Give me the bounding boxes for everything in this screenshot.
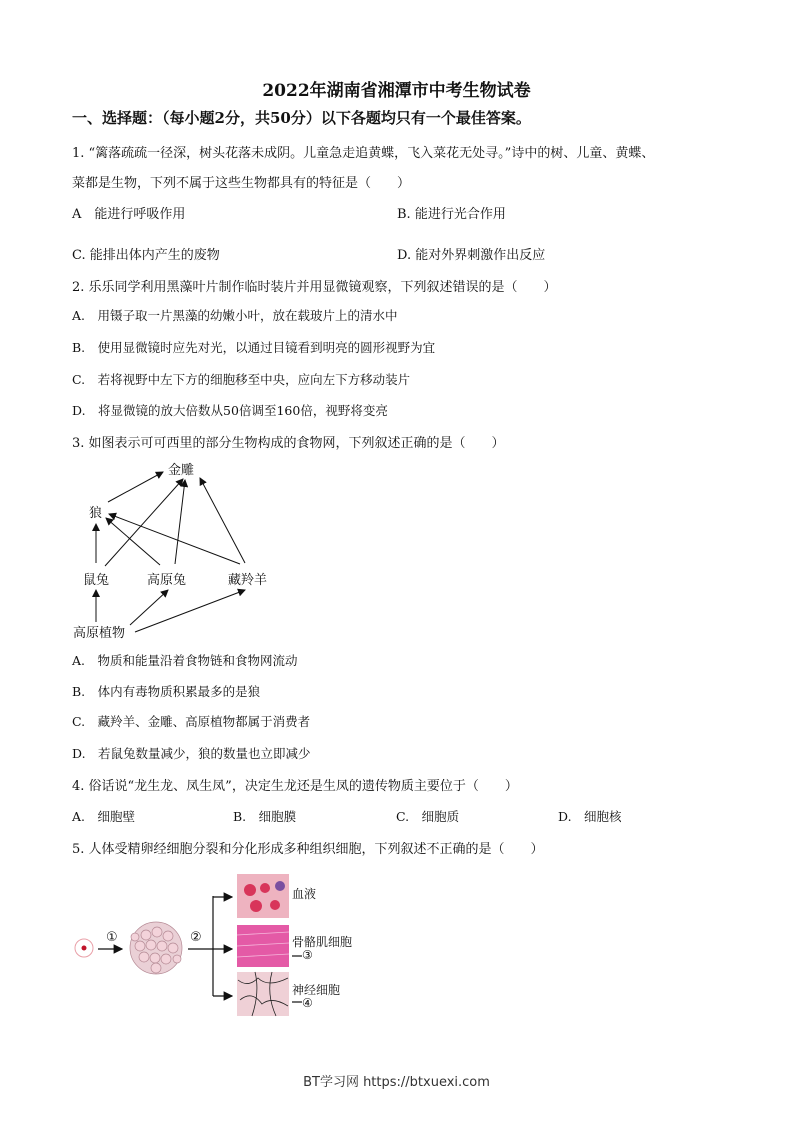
q4-stem: 4. 俗话说“龙生龙、凤生凤”，决定生龙还是生凤的遗传物质主要位于（ ） [72, 779, 518, 794]
q5-stem: 5. 人体受精卵经细胞分裂和分化形成多种组织细胞，下列叙述不正确的是（ ） [72, 842, 544, 857]
q3-option-b: B. 体内有毒物质积累最多的是狼 [72, 684, 261, 699]
step-2-marker: ② [190, 930, 202, 945]
marker-3: ③ [302, 948, 313, 962]
step-1-marker: ① [106, 930, 118, 945]
q3-stem: 3. 如图表示可可西里的部分生物构成的食物网，下列叙述正确的是（ ） [72, 436, 505, 451]
q4-option-c: C. 细胞质 [396, 809, 460, 824]
node-antelope: 藏羚羊 [228, 573, 268, 588]
label-muscle-cell: 骨骼肌细胞 [292, 935, 353, 949]
node-plant: 高原植物 [73, 626, 126, 641]
footer-watermark: BT学习网 https://btxuexi.com [303, 1075, 490, 1090]
q4-option-d: D. 细胞核 [558, 809, 622, 824]
q2-option-d: D. 将显微镜的放大倍数从50倍调至160倍，视野将变亮 [72, 403, 388, 418]
node-eagle: 金雕 [168, 463, 195, 478]
q2-option-b: B. 使用显微镜时应先对光，以通过目镜看到明亮的圆形视野为宜 [72, 340, 436, 355]
section-heading: 一、选择题：（每小题2分，共50分）以下各题均只有一个最佳答案。 [72, 109, 531, 127]
node-hare: 高原兔 [147, 573, 187, 588]
label-blood: 血液 [292, 887, 317, 901]
q1-option-d: D. 能对外界刺激作出反应 [397, 248, 546, 263]
label-nerve-cell: 神经细胞 [292, 983, 341, 997]
q1-stem: 1. “篱落疏疏一径深，树头花落未成阴。儿童急走追黄蝶，飞入菜花无处寻。”诗中的树、儿童、黄蝶、 [72, 146, 655, 161]
node-pika: 鼠兔 [83, 573, 110, 588]
q1-option-b: B. 能进行光合作用 [397, 207, 506, 222]
q3-option-d: D. 若鼠兔数量减少，狼的数量也立即减少 [72, 746, 311, 761]
node-wolf: 狼 [89, 506, 103, 521]
q1-option-a: A 能进行呼吸作用 [72, 207, 186, 222]
page-title: 2022年湖南省湘潭市中考生物试卷 [262, 81, 531, 101]
q3-option-a: A. 物质和能量沿着食物链和食物网流动 [72, 653, 298, 668]
q1-option-c: C. 能排出体内产生的废物 [72, 248, 220, 263]
q2-option-a: A. 用镊子取一片黑藻的幼嫩小叶，放在载玻片上的清水中 [72, 308, 398, 323]
marker-4: ④ [302, 996, 313, 1010]
q2-stem: 2. 乐乐同学利用黑藻叶片制作临时装片并用显微镜观察，下列叙述错误的是（ ） [72, 280, 557, 295]
q3-option-c: C. 藏羚羊、金雕、高原植物都属于消费者 [72, 714, 311, 729]
q2-option-c: C. 若将视野中左下方的细胞移至中央，应向左下方移动装片 [72, 372, 411, 387]
q4-option-b: B. 细胞膜 [233, 809, 297, 824]
q4-option-a: A. 细胞壁 [72, 809, 136, 824]
q1-stem-2: 菜都是生物，下列不属于这些生物都具有的特征是（ ） [72, 176, 411, 191]
